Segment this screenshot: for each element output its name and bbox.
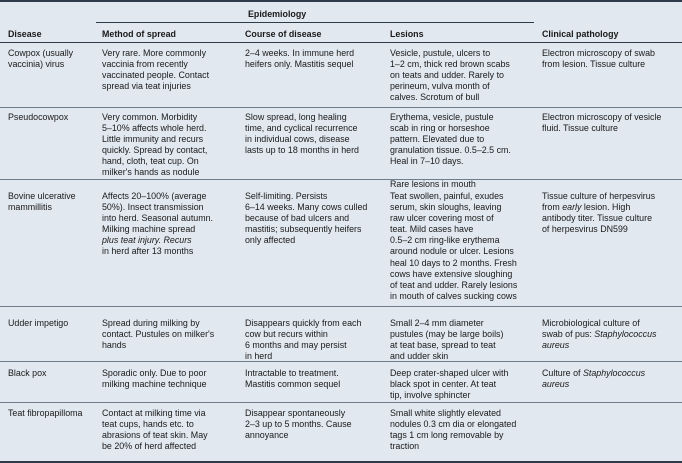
row-rule [0,179,682,180]
cell-course-of-disease: Slow spread, long healing time, and cyclical recurrence in individual cows, disease lasts up to 18 months in herd [245,112,359,156]
row-rule [0,361,682,362]
cell-disease: Bovine ulcerative mammillitis [8,191,76,213]
cell-method-of-spread: Very common. Morbidity 5–10% affects whole herd. Little immunity and recurs quickly. Spread by contact, hand, cloth, teat cup. On milker's hands as nodule [102,112,208,178]
cell-lesions: Erythema, vesicle, pustule scab in ring or horseshoe pattern. Elevated due to granulation tissue. 0.5–2.5 cm. Heal in 7–10 days. [390,112,511,167]
cell-method-of-spread: Spread during milking by contact. Pustules on milker's hands [102,318,215,351]
cell-course-of-disease: 2–4 weeks. In immune herd heifers only. Mastitis sequel [245,48,355,70]
cell-lesions: Small white slightly elevated nodules 0.3 cm dia or elongated tags 1 cm long removable by traction [390,408,517,452]
cell-disease: Teat fibropapilloma [8,408,83,418]
cell-disease: Cowpox (usually vaccinia) virus [8,48,74,70]
cell-method-of-spread: Sporadic only. Due to poor milking machine technique [102,368,207,390]
row-rule [0,402,682,403]
row-rule [0,306,682,307]
cell-lesions: Vesicle, pustule, ulcers to 1–2 cm, thick red brown scabs on teats and udder. Rarely to perineum, vulva month of calves. Scrotum of bull [390,48,510,103]
cell-course-of-disease: Intractable to treatment. Mastitis common sequel [245,368,341,390]
cell-clinical-pathology: Electron microscopy of swab from lesion. Tissue culture [542,48,655,70]
column-header-method-of-spread: Method of spread [102,29,176,39]
epidemiology-group-header: Epidemiology [248,9,307,19]
column-header-course-of-disease: Course of disease [245,29,322,39]
cell-disease: Pseudocowpox [8,112,69,122]
cell-lesions-tail: Rare lesions in mouth [390,179,476,189]
cell-clinical-pathology: Microbiological culture of swab of pus: Staphylococcus aureus [542,318,657,351]
cell-lesions: Small 2–4 mm diameter pustules (may be large boils) at teat base, spread to teat and udder skin [390,318,504,362]
column-header-disease: Disease [8,29,42,39]
cell-lesions: Teat swollen, painful, exudes serum, skin sloughs, leaving raw ulcer covering most of teat. Mild cases have 0.5–2 cm ring-like erythema around nodule or ulcer. Lesions heal 10 days to 2 months. Fresh cows have extensive sloughing of teat and udder. Rarely lesions in mouth of calves sucking cows [390,191,518,301]
cell-clinical-pathology: Culture of Staphylococcus aureus [542,368,646,390]
header-rule [0,42,682,43]
cell-course-of-disease: Self-limiting. Persists 6–14 weeks. Many cows culled because of bad ulcers and mastitis; subsequently heifers only affected [245,191,368,246]
cell-disease: Udder impetigo [8,318,69,328]
table-top-rule [0,0,682,2]
cell-course-of-disease: Disappear spontaneously 2–3 up to 5 months. Cause annoyance [245,408,352,441]
cell-method-of-spread: Very rare. More commonly vaccinia from recently vaccinated people. Contact spread via teat injuries [102,48,210,92]
cell-lesions: Deep crater-shaped ulcer with black spot in center. At teat tip, involve sphincter [390,368,509,401]
cell-clinical-pathology: Tissue culture of herpesvirus from early lesion. High antibody titer. Tissue culture of herpesvirus DN599 [542,191,656,235]
cell-disease: Black pox [8,368,47,378]
column-header-lesions: Lesions [390,29,424,39]
cell-method-of-spread: Contact at milking time via teat cups, hands etc. to abrasions of teat skin. May be 20% of herd affected [102,408,208,452]
row-rule [0,107,682,108]
column-header-clinical-pathology: Clinical pathology [542,29,619,39]
cell-method-of-spread: Affects 20–100% (average 50%). Insect transmission into herd. Seasonal autumn. Milking machine spread plus teat injury. Recurs in herd after 13 months [102,191,214,257]
cell-clinical-pathology: Electron microscopy of vesicle fluid. Tissue culture [542,112,662,134]
cell-course-of-disease: Disappears quickly from each cow but recurs within 6 months and may persist in herd [245,318,362,362]
epidemiology-underline [96,22,534,23]
